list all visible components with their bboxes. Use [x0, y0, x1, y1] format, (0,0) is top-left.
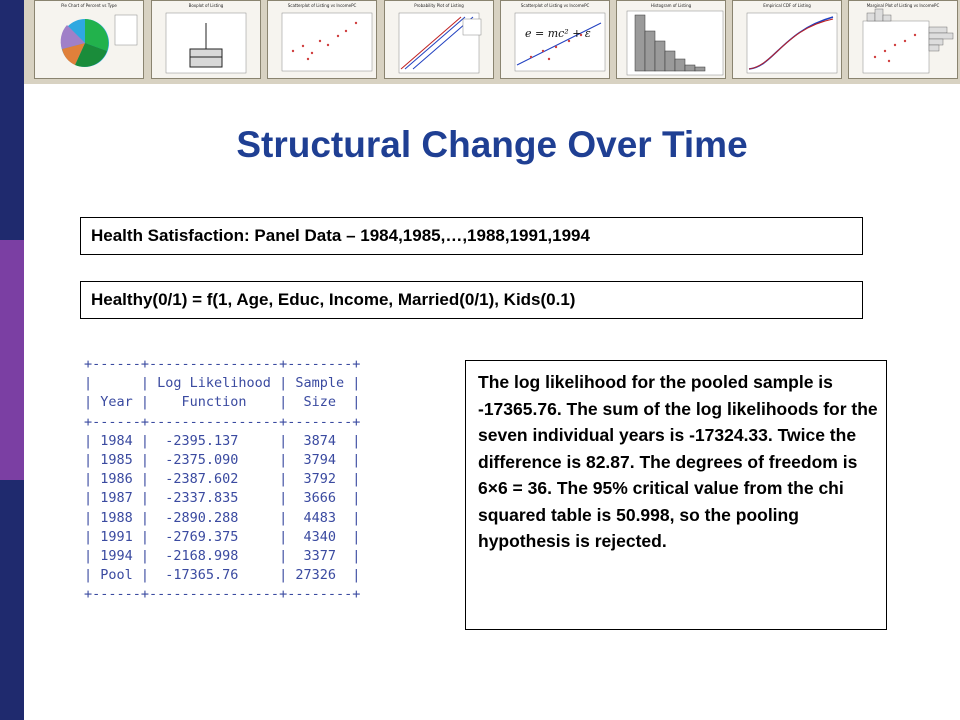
thumb-regression-plot: [500, 0, 610, 79]
histogram-icon: [617, 1, 726, 79]
thumb-caption: Probability Plot of Listing: [414, 3, 464, 8]
regression-plot-icon: [501, 1, 610, 79]
thumb-caption: Boxplot of Listing: [188, 3, 224, 8]
thumb-boxplot: [151, 0, 261, 79]
page-title: Structural Change Over Time: [236, 124, 748, 165]
scatterplot-icon: [268, 1, 377, 79]
marginal-plot-icon: [849, 1, 958, 79]
model-spec-box: Healthy(0/1) = f(1, Age, Educ, Income, Married(0/1), Kids(0.1): [80, 281, 863, 319]
thumb-caption: Pie Chart of Percent vs Type: [61, 3, 117, 8]
formula-text: e = mc² + ε: [525, 27, 591, 40]
probability-plot-icon: [385, 1, 494, 79]
thumb-caption: Histogram of Listing: [650, 3, 692, 8]
thumb-caption: Scatterplot of Listing vs IncomePC: [520, 3, 590, 8]
thumb-caption: Empirical CDF of Listing: [763, 3, 811, 8]
panel-data-box: Health Satisfaction: Panel Data – 1984,1985,…,1988,1991,1994: [80, 217, 863, 255]
left-bar-top: [0, 0, 24, 240]
left-accent-bar: [0, 0, 24, 720]
thumb-pie-chart: [34, 0, 144, 79]
left-bar-middle: [0, 240, 24, 480]
thumb-caption: Marginal Plot of Listing vs IncomePC: [866, 3, 940, 8]
left-bar-bottom: [0, 480, 24, 720]
thumb-probability-plot: [384, 0, 494, 79]
pie-chart-icon: [35, 1, 144, 79]
thumb-marginal-plot: [848, 0, 958, 79]
log-likelihood-table: +------+----------------+--------+ | | Log Likelihood | Sample | | Year | Function | Size | +------+----------------+--------+ | 1984 | -2395.137 | 3874 | | 1985 | -2375.090 | 3794 | | 1986 | -2387.602 | 3792 | | 1987 | -2337.835 | 3666 | | 1988 | -2890.288 | 4483 | | 1991 | -2769.375 | 4340 | | 1994 | -2168.998 | 3377 | | Pool | -17365.76 | 27326 | +------+----------------+--------+: [84, 356, 361, 603]
cdf-plot-icon: [733, 1, 842, 79]
thumb-caption: Scatterplot of Listing vs IncomePC: [287, 3, 357, 8]
thumb-histogram: [616, 0, 726, 79]
explanation-box: The log likelihood for the pooled sample is -17365.76. The sum of the log likelihoods for the seven individual years is -17324.33. Twice the difference is 82.87. The degrees of freedom is 6×6 = 36. The 95% critical value from the chi squared table is 50.998, so the pooling hypothesis is rejected.: [465, 360, 887, 630]
thumbnail-strip: [24, 0, 960, 84]
thumb-scatterplot: [267, 0, 377, 79]
thumb-empirical-cdf: [732, 0, 842, 79]
boxplot-icon: [152, 1, 261, 79]
